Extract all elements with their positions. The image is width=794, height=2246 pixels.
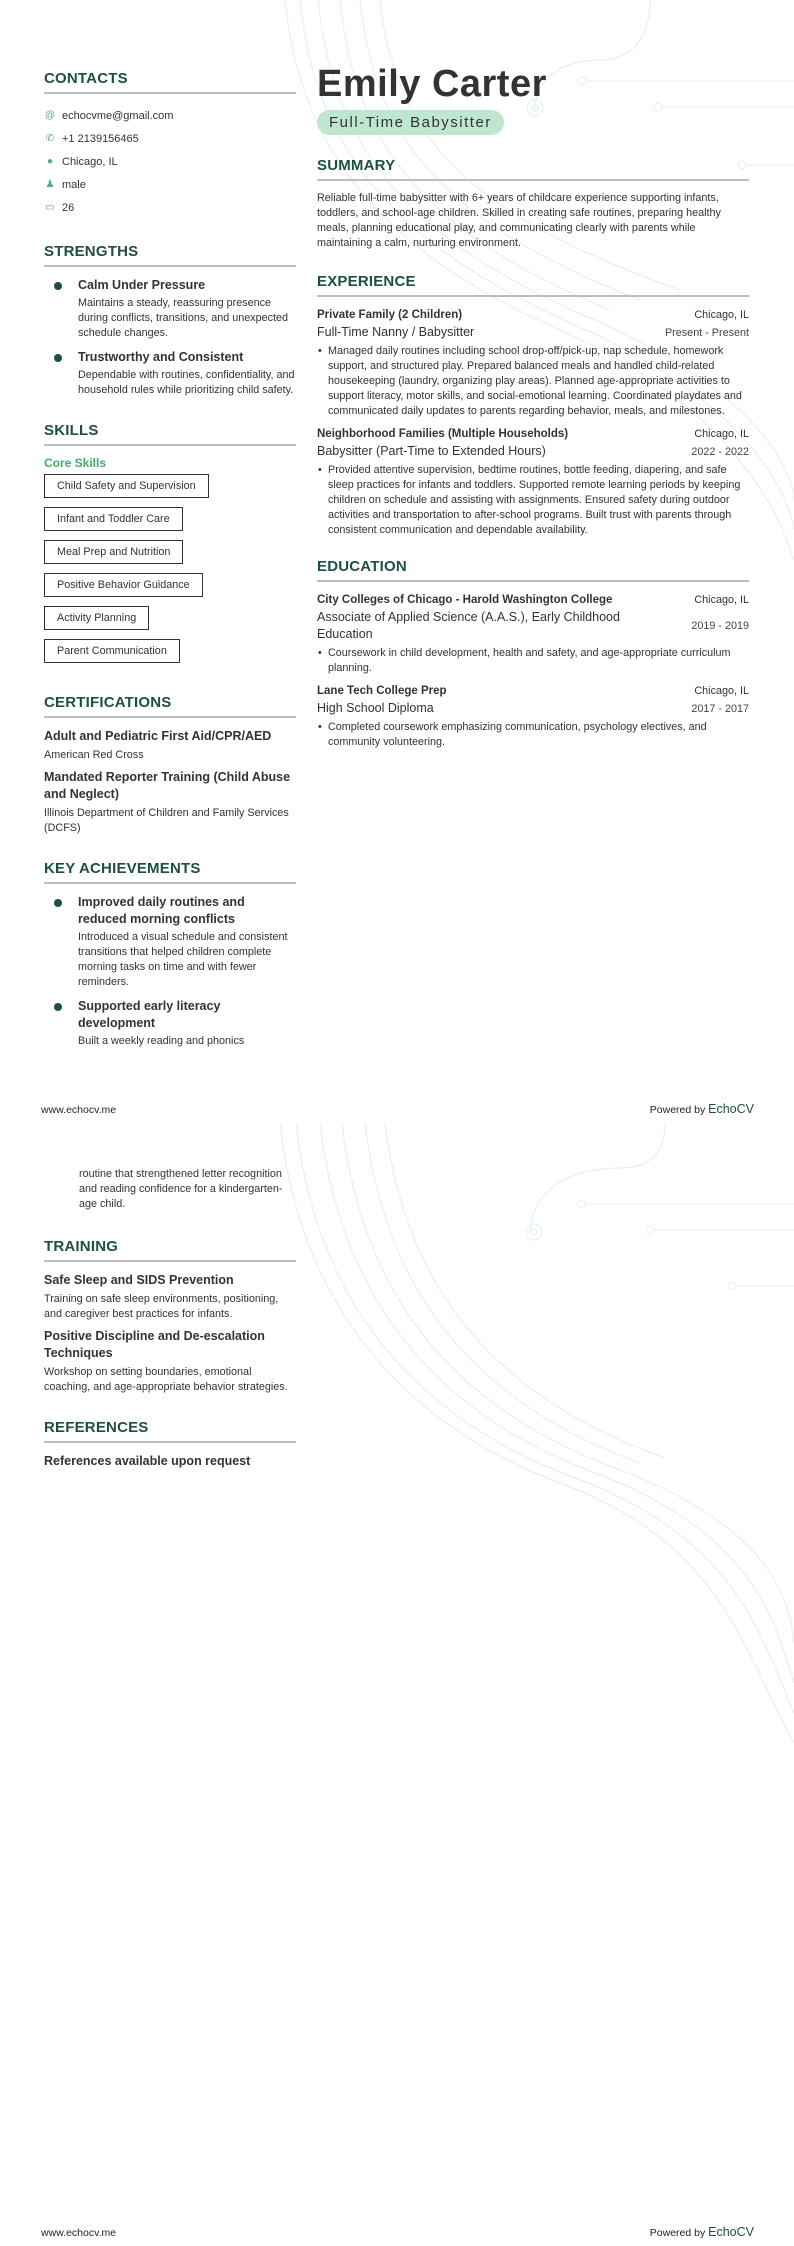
bullet-text: Coursework in child development, health and safety, and age-appropriate curriculum planning. (328, 647, 731, 674)
skill-tag: Positive Behavior Guidance (44, 573, 203, 597)
job-title-badge: Full-Time Babysitter (317, 110, 504, 135)
at-icon: @ (44, 110, 56, 121)
strengths-section (44, 243, 296, 398)
phone-icon: ✆ (45, 133, 55, 144)
powered-by-label: Powered by (649, 1104, 706, 1116)
left-column (44, 70, 296, 1057)
achievement-desc: Introduced a visual schedule and consistent transitions that helped children complete morning tasks on time and with fewer reminders. (78, 931, 288, 988)
summary-text: Reliable full-time babysitter with 6+ years of childcare experience supporting infants, toddlers, and school-age children. Skilled in creating safe routines, preparing healthy meals, planning educational play, and communicating clearly with parents while maintaining a calm, nurturing environment. (317, 192, 721, 249)
cert-issuer: American Red Cross (44, 749, 144, 761)
achievements-section (44, 860, 296, 1049)
strength-title: Trustworthy and Consistent (78, 350, 244, 364)
contact-value: 26 (62, 201, 75, 214)
role: Babysitter (Part-Time to Extended Hours) (317, 444, 546, 458)
bullet-text: Completed coursework emphasizing communication, psychology electives, and community volunteering. (328, 721, 707, 748)
certifications-section (44, 694, 296, 836)
contact-value: echocvme@gmail.com (62, 109, 174, 122)
strength-title: Calm Under Pressure (78, 278, 206, 292)
achievement-title: Improved daily routines and reduced morning conflicts (78, 895, 245, 926)
section-heading: REFERENCES (44, 1419, 296, 1443)
contact-value: male (62, 178, 86, 191)
location: Chicago, IL (694, 685, 749, 697)
training-desc: Workshop on setting boundaries, emotional coaching, and age-appropriate behavior strategies. (44, 1366, 288, 1393)
achievement-desc-continued: routine that strengthened letter recognition and reading confidence for a kindergarten-age child. (79, 1168, 283, 1210)
strength-desc: Dependable with routines, confidentiality, and household rules while prioritizing child safety. (78, 369, 295, 396)
footer-powered-by[interactable] (650, 1102, 754, 1116)
dates: 2019 - 2019 (691, 620, 749, 632)
footer-powered-by[interactable] (650, 2225, 754, 2239)
bullet-icon (54, 899, 62, 907)
strength-item (44, 277, 296, 341)
achievement-item (44, 894, 296, 990)
experience-section (317, 273, 749, 538)
section-heading: EDUCATION (317, 558, 749, 582)
section-heading: CERTIFICATIONS (44, 694, 296, 718)
section-heading: KEY ACHIEVEMENTS (44, 860, 296, 884)
section-heading: TRAINING (44, 1238, 296, 1262)
cert-title: Mandated Reporter Training (Child Abuse and Neglect) (44, 770, 291, 801)
skill-tag: Parent Communication (44, 639, 180, 663)
school: City Colleges of Chicago - Harold Washington College (317, 594, 613, 606)
strength-item (44, 349, 296, 398)
right-column (317, 62, 749, 757)
brand-logo: EchoCV (708, 1102, 754, 1116)
references-text: References available upon request (44, 1454, 251, 1468)
training-desc: Training on safe sleep environments, positioning, and caregiver best practices for infants. (44, 1293, 279, 1320)
brand-logo: EchoCV (708, 2225, 754, 2239)
location: Chicago, IL (694, 428, 749, 440)
school: Lane Tech College Prep (317, 685, 447, 697)
dates: 2017 - 2017 (691, 703, 749, 715)
section-heading: STRENGTHS (44, 243, 296, 267)
section-heading: EXPERIENCE (317, 273, 749, 297)
bullet-icon: • (318, 464, 322, 476)
bullet-icon: • (318, 345, 322, 357)
degree: High School Diploma (317, 701, 434, 715)
footer-site-link[interactable]: www.echocv.me (41, 2227, 117, 2239)
bullet-icon (54, 282, 62, 290)
skill-tag: Meal Prep and Nutrition (44, 540, 183, 564)
contact-email[interactable] (44, 104, 296, 127)
education-entry (317, 683, 749, 750)
bullet-icon: • (318, 647, 322, 659)
section-heading: SUMMARY (317, 157, 749, 181)
achievement-desc: Built a weekly reading and phonics (78, 1035, 245, 1047)
calendar-icon: ▭ (45, 202, 55, 213)
bullet-text: Managed daily routines including school drop-off/pick-up, nap schedule, homework support, and structured play. Prepared balanced meals and handled child-related housekeeping (laundry, organizing play areas). Planned age-appropriate activities to support literacy, motor skills, and social-emotional learning. Coordinated playdates and communicated daily updates to parents regarding behavior, meals, and milestones. (328, 345, 742, 417)
skills-group-label: Core Skills (44, 456, 107, 470)
contact-gender (44, 173, 296, 196)
employer: Neighborhood Families (Multiple Households) (317, 428, 569, 440)
person-icon: ♟ (45, 179, 55, 190)
achievement-item (44, 998, 296, 1049)
contact-location (44, 150, 296, 173)
experience-entry (317, 426, 749, 538)
skill-tag: Activity Planning (44, 606, 149, 630)
education-section (317, 558, 749, 750)
section-heading: CONTACTS (44, 70, 296, 94)
cert-issuer: Illinois Department of Children and Family Services (DCFS) (44, 807, 289, 834)
powered-by-label: Powered by (649, 2227, 706, 2239)
achievement-title: Supported early literacy development (78, 999, 221, 1030)
education-entry (317, 592, 749, 676)
cert-title: Adult and Pediatric First Aid/CPR/AED (44, 729, 272, 743)
training-title: Positive Discipline and De-escalation Techniques (44, 1329, 265, 1360)
skill-tag: Child Safety and Supervision (44, 474, 209, 498)
training-title: Safe Sleep and SIDS Prevention (44, 1273, 234, 1287)
bullet-text: Provided attentive supervision, bedtime routines, bottle feeding, diapering, and safe sleep practices for infants and toddlers. Supported remote learning periods by keeping children on schedule and assisting with assignments. Ensured safety during outdoor activities and transportation to after-school programs. Built trust with parents through consistent communication and dependable availability. (328, 464, 741, 536)
summary-section (317, 157, 749, 251)
location-icon: ● (46, 156, 54, 167)
skills-section (44, 422, 296, 672)
bullet-icon (54, 1003, 62, 1011)
contact-value: Chicago, IL (62, 155, 118, 168)
bullet-icon: • (318, 721, 322, 733)
contact-value: +1 2139156465 (62, 132, 139, 145)
candidate-name: Emily Carter (317, 63, 547, 105)
section-heading: SKILLS (44, 422, 296, 446)
references-section (44, 1419, 296, 1470)
role: Full-Time Nanny / Babysitter (317, 325, 475, 339)
dates: Present - Present (664, 327, 749, 339)
contacts-section (44, 70, 296, 219)
bullet-icon (54, 354, 62, 362)
resume-page-2 (0, 1123, 794, 2246)
location: Chicago, IL (694, 594, 749, 606)
left-column (44, 1165, 296, 1470)
contact-age (44, 196, 296, 219)
training-section (44, 1238, 296, 1395)
degree: Associate of Applied Science (A.A.S.), Early Childhood Education (317, 610, 620, 641)
location: Chicago, IL (694, 309, 749, 321)
dates: 2022 - 2022 (691, 446, 749, 458)
skill-tag: Infant and Toddler Care (44, 507, 183, 531)
employer: Private Family (2 Children) (317, 309, 463, 321)
strength-desc: Maintains a steady, reassuring presence during conflicts, transitions, and unexpected schedule changes. (78, 297, 289, 339)
experience-entry (317, 307, 749, 419)
contact-phone[interactable] (44, 127, 296, 150)
footer-site-link[interactable]: www.echocv.me (41, 1104, 117, 1116)
